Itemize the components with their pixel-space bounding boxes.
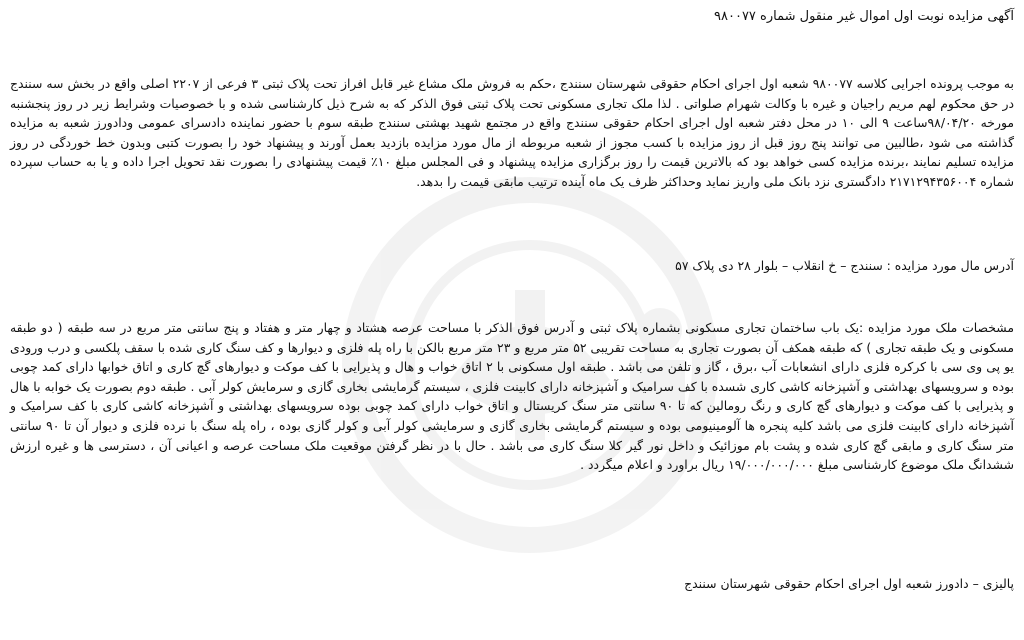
intro-paragraph: به موجب پرونده اجرایی کلاسه ۹۸۰۰۷۷ شعبه اول اجرای احکام حقوقی شهرستان سنندج ،حکم به فروش ملک مشاع غیر قابل افراز تحت پلاک ثبتی ۳ فرعی از ۲۲۰۷ اصلی واقع در بخش سه سنندج در حق محکوم لهم مریم راجیان و غیره با وکالت شهرام صلواتی . لذا ملک تجاری مسکونی تحت پلاک ثبتی فوق الذکر که به شرح ذیل کارشناسی شده و با خصوصیات وشرایط زیر در روز پنجشنبه مورخه ۹۸/۰۴/۲۰ساعت ۹ الی ۱۰ در محل دفتر شعبه اول اجرای احکام حقوقی سنندج واقع در مجتمع شهید بهشتی سنندج طبقه سوم با حضور نماینده دادسرای عمومی ودادورز شعبه به مزایده گذاشته می شود ،طالبین می توانند پنج روز قبل از روز مزایده با کسب مجوز از شعبه مربوطه از مال مورد مزایده بازدید بعمل آورند و پیشنهاد خود را بصورت کتبی وبدون خط خوردگی در روز مزایده تسلیم نمایند ،برنده مزایده کسی خواهد بود که بالاترین قیمت را روز برگزاری مزایده پیشنهاد و فی المجلس مبلغ ۱۰٪ قیمت پیشنهادی را بصورت نقد تحویل اجرا داده و یا به حساب سپرده شماره ۲۱۷۱۲۹۴۳۵۶۰۰۴ دادگستری نزد بانک ملی واریز نماید وحداکثر ظرف یک ماه آینده ترتیب مابقی قیمت را بدهد. [10, 76, 1014, 189]
auction-notice [10, 0, 1014, 640]
property-specs-paragraph: مشخصات ملک مورد مزایده :یک باب ساختمان تجاری مسکونی بشماره پلاک ثبتی و آدرس فوق الذکر با مساحت عرصه هشتاد و چهار متر و هفتاد و پنج سانتی متر مربع در سه طبقه ( دو طبقه مسکونی و یک طبقه تجاری ) که طبقه همکف آن بصورت تجاری به مساحت تقریبی ۵۲ متر مربع و ۲۳ متر مربع بالکن با راه پله فلزی و دیوارها و کف سنگ کاری شده با سقف پلکسی و درب ورودی یو پی وی سی با کرکره فلزی دارای انشعابات آب ،برق ، گاز و تلفن می باشد . طبقه اول مسکونی با ۲ اتاق خواب و هال و پذیرایی با کف موکت و دیوارهای گچ کاری و اتاق خوابها دارای کمد چوبی بوده و سرویسهای بهداشتی و آشپزخانه کاشی کاری شسده با کف سرامیک و آشپزخانه دارای کابینت فلزی ، سیستم گرمایشی بخاری گازی و سرمایش کولر آبی . طبقه دوم بصورت یک خوابه با هال و پذیرایی با کف موکت و دیوارهای گچ کاری و رنگ رومالین که تا ۹۰ سانتی متر سنگ کریستال و اتاق خواب دارای کمد چوبی بوده سرویسهای بهداشتی و آشپزخانه کاشی کاری با کف سرامیک و آشپزخانه دارای کابینت فلزی می باشد کلیه پنجره ها آلومینیومی بوده و سیستم گرمایشی بخاری گازی و سرمایشی کولر آبی و کولر گازی بوده ، راه پله سنگ با نرده فلزی و دیوار آن تا ۹۰ سانتی متر سنگ کاری و مابقی گچ کاری شده و پشت بام موزائیک و داخل نور گیر کلا سنگ کاری می باشد . حال با در نظر گرفتن موقعیت ملک مساحت عرصه و اعیانی آن ، دسترسی ها و غیره ارزش ششدانگ ملک موضوع کارشناسی مبلغ ۱۹/۰۰۰/۰۰۰/۰۰۰ ریال براورد و اعلام میگردد . [10, 320, 1015, 473]
notice-title: آگهی مزایده نوبت اول اموال غیر منقول شماره ۹۸۰۰۷۷ [714, 9, 1014, 24]
property-address: آدرس مال مورد مزایده : سنندج – خ انقلاب – بلوار ۲۸ دی پلاک ۵۷ [675, 258, 1014, 273]
signature-footer: پالیزی – دادورز شعبه اول اجرای احکام حقوقی شهرستان سنندج [684, 576, 1014, 591]
